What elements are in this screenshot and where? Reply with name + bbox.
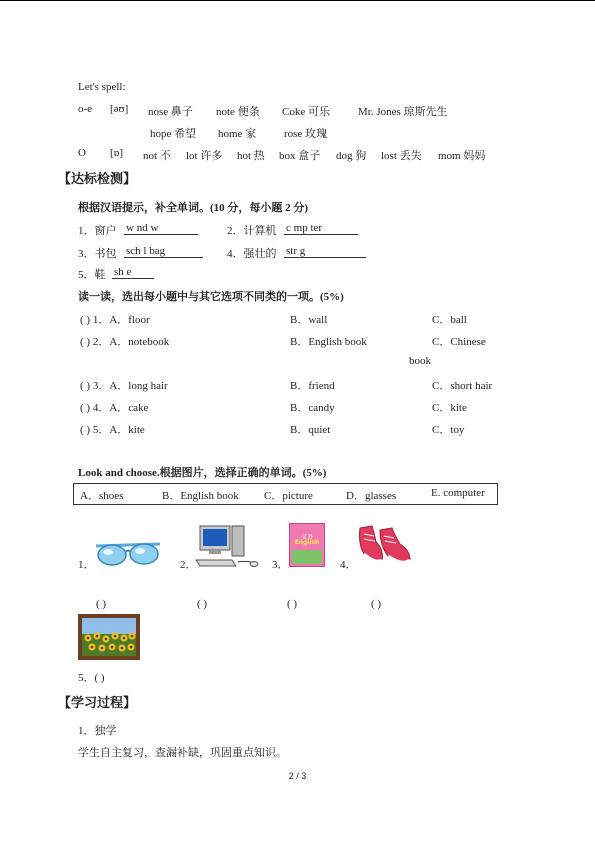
- spell-pattern: o-e: [78, 103, 93, 115]
- spell-word: mom 妈妈: [438, 150, 486, 162]
- q2-option-c: C．ball: [432, 314, 467, 326]
- book-cover-text: 义务: [300, 534, 313, 541]
- q2-option-b: B．candy: [290, 402, 335, 414]
- spell-word: dog 狗: [336, 150, 367, 162]
- spell-word: lot 许多: [186, 150, 223, 162]
- answer-blank-1[interactable]: ( ): [96, 598, 107, 610]
- q1-answer-blank: str g: [284, 245, 366, 258]
- q2-option-a: ( ) 3．A．long hair: [80, 380, 168, 392]
- q2-option-c: C．short hair: [432, 380, 493, 392]
- q1-answer-blank: w nd w: [124, 222, 198, 235]
- answer-blank-4[interactable]: ( ): [371, 598, 382, 610]
- computer-picture: [194, 524, 260, 568]
- spell-phonetic: [əʊ]: [110, 103, 129, 115]
- q2-option-c: C．kite: [432, 402, 467, 414]
- picture-number: 4．: [340, 559, 357, 571]
- q1-item-label: 1．窗户: [78, 225, 117, 237]
- word-bank-option: E. computer: [431, 487, 485, 499]
- q3-word-bank: [73, 483, 498, 505]
- book-cover-illustration: [292, 550, 322, 564]
- q2-title: 读一读，选出每小题中与其它选项不同类的一项。(5%): [78, 291, 344, 303]
- picture-number: 2．: [180, 559, 197, 571]
- q3-title: Look and choose.根据图片，选择正确的单词。(5%): [78, 467, 327, 479]
- section-heading-process: 【学习过程】: [58, 696, 137, 711]
- q2-option-a: ( ) 2．A．notebook: [80, 336, 170, 348]
- picture-number: 3．: [272, 559, 289, 571]
- spell-word: rose 玫瑰: [284, 128, 328, 140]
- word-bank-option: D．glasses: [346, 490, 397, 502]
- process-step-text: 学生自主复习，查漏补缺，巩固重点知识。: [78, 747, 287, 759]
- word-bank-option: B．English book: [162, 490, 239, 502]
- sunflower-painting-image: [82, 618, 136, 656]
- answer-blank-5[interactable]: 5．( ): [78, 672, 105, 684]
- q2-option-a: ( ) 4．A．cake: [80, 402, 149, 414]
- q1-answer-blank: c mp ter: [284, 222, 358, 235]
- spell-word: hope 希望: [150, 128, 197, 140]
- answer-blank-2[interactable]: ( ): [197, 598, 208, 610]
- spell-phonetic: [ɒ]: [110, 147, 124, 159]
- q1-item-label: 5．鞋: [78, 269, 106, 281]
- q2-option-b: B．wall: [290, 314, 328, 326]
- book-cover-title: English: [294, 539, 320, 546]
- process-step-title: 1．独学: [78, 725, 117, 737]
- spell-word: note 便条: [216, 106, 260, 118]
- spell-pattern: O: [78, 147, 86, 159]
- spell-word: nose 鼻子: [148, 106, 193, 118]
- q1-answer-blank: sh e: [112, 266, 154, 279]
- spell-word: box 盒子: [279, 150, 321, 162]
- q2-option-b: B．friend: [290, 380, 335, 392]
- q2-option-b: B．quiet: [290, 424, 331, 436]
- spell-word: Mr. Jones 琼斯先生: [358, 106, 448, 118]
- q2-option-c: C．toy: [432, 424, 465, 436]
- shoes-picture: [354, 520, 414, 568]
- sunglasses-picture: [94, 536, 162, 570]
- q2-option-c-wrap: book: [409, 355, 431, 367]
- english-book-picture: [289, 523, 325, 567]
- picture-number: 1．: [78, 559, 95, 571]
- q2-option-b: B．English book: [290, 336, 367, 348]
- q2-option-c: C．Chinese: [432, 336, 486, 348]
- spell-word: not 不: [143, 150, 171, 162]
- spell-word: Coke 可乐: [282, 106, 330, 118]
- spell-word: home 家: [218, 128, 257, 140]
- page-number: 2 / 3: [288, 771, 307, 781]
- q1-item-label: 4．强壮的: [227, 248, 277, 260]
- q2-option-a: ( ) 1．A．floor: [80, 314, 150, 326]
- q2-option-a: ( ) 5．A．kite: [80, 424, 145, 436]
- q1-item-label: 2．计算机: [227, 225, 277, 237]
- top-border: [0, 0, 595, 1]
- spell-title: Let's spell:: [78, 81, 126, 93]
- picture-painting: [78, 614, 140, 660]
- q1-item-label: 3．书包: [78, 248, 117, 260]
- spell-word: hot 热: [237, 150, 265, 162]
- spell-word: lost 丢失: [381, 150, 422, 162]
- word-bank-option: A．shoes: [80, 490, 124, 502]
- q1-title: 根据汉语提示，补全单词。(10 分，每小题 2 分): [78, 202, 309, 214]
- q1-answer-blank: sch l bag: [124, 245, 203, 258]
- section-heading-practice: 【达标检测】: [58, 172, 137, 187]
- answer-blank-3[interactable]: ( ): [287, 598, 298, 610]
- word-bank-option: C．picture: [264, 490, 313, 502]
